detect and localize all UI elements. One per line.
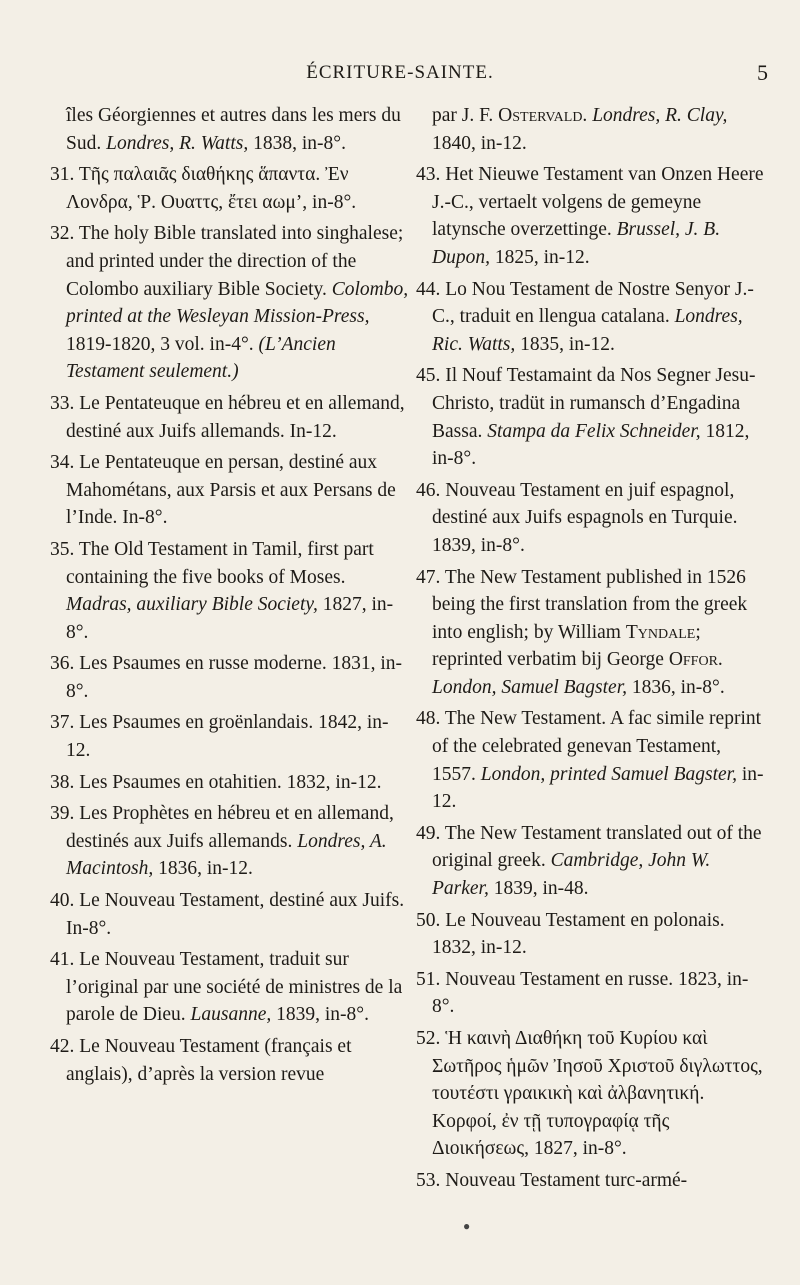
entry-rest-text: 1812, in-8°. xyxy=(432,420,750,470)
entry-rest-text: 1836, in-8°. xyxy=(627,676,725,698)
entry-italic-text: Cambridge, John W. Parker, xyxy=(432,850,711,900)
entry-italic-text: Londres, R. Clay, xyxy=(587,105,728,126)
entry-italic-text: Madras, auxiliary Bible Society, xyxy=(66,594,318,616)
entry-italic-text: Brussel, J. B. Dupon, xyxy=(432,219,721,268)
bibliography-entry-46 xyxy=(416,477,768,560)
entry-text-text: 34. Le Pentateuque en persan, destiné aux Mahométans, aux Parsis et aux Persans de l’Inde. In-8°. xyxy=(50,452,396,529)
entry-rest-text: 1838, in-8°. xyxy=(248,132,346,154)
entry-rest_plain-text: reprinted verbatim bij George xyxy=(432,649,669,671)
right-column xyxy=(416,102,768,1199)
bibliography-entry-41 xyxy=(50,946,410,1029)
entry-text-text: 37. Les Psaumes en groënlandais. 1842, in-12. xyxy=(50,712,389,762)
page-number: 5 xyxy=(757,60,768,85)
entry-italic-text: London, Samuel Bagster, xyxy=(432,676,627,698)
entry-text-text: 46. Nouveau Testament en juif espagnol, destiné aux Juifs espagnols en Turquie. 1839, in-8°. xyxy=(416,479,738,556)
entry-italic-text: Lausanne, xyxy=(190,1004,272,1026)
entry-rest-text: 1825, in-12. xyxy=(489,246,590,268)
bibliography-entry-42 xyxy=(50,1033,410,1088)
entry-text-text: 48. The New Testament. A fac simile reprint of the celebrated genevan Testament, 1557. xyxy=(416,708,762,785)
entry-italic-text: (L’Ancien Testament seulement.) xyxy=(66,333,336,383)
bibliography-entry-53 xyxy=(416,1167,768,1195)
entry-italic-text: Londres, A. Macintosh, xyxy=(66,830,387,880)
entry-rest-text: 1835, in-12. xyxy=(515,333,615,355)
bibliography-entry-35 xyxy=(50,536,410,646)
entry-text-text: 39. Les Prophètes en hébreu et en allemand, destinés aux Juifs allemands. xyxy=(50,803,394,852)
entry-text-text: 42. Le Nouveau Testament (français et anglais), d’après la version revue xyxy=(50,1036,352,1085)
entry-text-text: 36. Les Psaumes en russe moderne. 1831, in-8°. xyxy=(50,653,403,702)
entry-italic-text: Londres, Ric. Watts, xyxy=(432,306,743,355)
entry-rest-text: 1840, in-12. xyxy=(432,132,527,154)
bibliography-entry-40 xyxy=(50,887,410,942)
entry-text-text: 47. The New Testament published in 1526 being the first translation from the greek into english; by William xyxy=(416,566,748,643)
entry-rest-text: 1839, in-8°. xyxy=(271,1004,369,1026)
entry-smallcaps-text: Offor. xyxy=(668,649,723,671)
entry-rest-text: 1819-1820, 3 vol. in-4°. xyxy=(66,333,259,355)
bibliography-entry-33 xyxy=(50,390,410,445)
print-mark: ● xyxy=(463,1219,471,1233)
entry-text-text: 32. The holy Bible translated into singhalese; and printed under the direction of the Colombo auxiliary Bible Society. xyxy=(50,223,404,300)
bibliography-entry-32 xyxy=(50,220,410,386)
entry-text-text: 35. The Old Testament in Tamil, first part containing the five books of Moses. xyxy=(50,538,374,588)
entry-text-text: 43. Het Nieuwe Testament van Onzen Heere J.-C., vertaelt volgens de gemeyne latynsche overzettinge. xyxy=(416,164,764,241)
entry-text-text: par J. F. xyxy=(432,105,499,126)
bibliography-entry-38 xyxy=(50,769,410,797)
entry-text-text: 44. Lo Nou Testament de Nostre Senyor J.-C., traduit en llengua catalana. xyxy=(416,278,754,328)
entry-text-text: îles Géorgiennes et autres dans les mers du Sud. xyxy=(66,105,401,154)
entry-text-text: 41. Le Nouveau Testament, traduit sur l’original par une société de ministres de la parole de Dieu. xyxy=(50,949,403,1026)
entry-text-text: 53. Nouveau Testament turc-armé- xyxy=(416,1169,688,1191)
entry-text-text: 33. Le Pentateuque en hébreu et en allemand, destiné aux Juifs allemands. In-12. xyxy=(50,392,405,442)
bibliography-entry-45 xyxy=(416,362,768,472)
entry-text-text: 38. Les Psaumes en otahitien. 1832, in-12. xyxy=(50,771,382,793)
continued-entry xyxy=(50,102,410,157)
entry-rest-text: in-12. xyxy=(432,763,764,813)
entry-text-text: 45. Il Nouf Testamaint da Nos Segner Jesu-Christo, tradüt in rumansch d’Engadina Bassa. xyxy=(416,365,756,442)
bibliography-entry-43 xyxy=(416,161,768,271)
entry-text-text: 49. The New Testament translated out of the original greek. xyxy=(416,822,762,872)
entry-rest-text: 1839, in-48. xyxy=(488,878,589,900)
entry-smallcaps-text: Tyndale; xyxy=(625,621,701,643)
bibliography-entry-50 xyxy=(416,907,768,962)
bibliography-entry-36 xyxy=(50,650,410,705)
bibliography-entry-47 xyxy=(416,564,768,702)
entry-text-text: 52. Ἡ καινὴ Διαθήκη τοῦ Κυρίου καὶ Σωτῆρος ἡμῶν Ἰησοῦ Χριστοῦ διγλωττος, τουτέστι γραικικὴ καὶ ἀλβανητική. Κορφοί, ἐν τῇ τυπογραφίᾳ τῆς Διοικήσεως, 1827, in-8°. xyxy=(416,1028,763,1160)
continued-entry xyxy=(416,102,768,157)
entry-rest-text: 1836, in-12. xyxy=(153,858,253,880)
bibliography-entry-49 xyxy=(416,820,768,903)
bibliography-entry-51 xyxy=(416,966,768,1021)
entry-rest-text: 1827, in-8°. xyxy=(66,594,394,643)
entry-text-text: 31. Τῆς παλαιᾶς διαθήκης ἅπαντα. Ἐν Λονδρα, Ῥ. Ουαττς, ἔτει αωμ’, in-8°. xyxy=(50,164,357,213)
entry-italic-text: Colombo, printed at the Wesleyan Mission-Press, xyxy=(66,278,409,328)
bibliography-entry-48 xyxy=(416,705,768,815)
bibliography-entry-44 xyxy=(416,276,768,359)
entry-text-text: 40. Le Nouveau Testament, destiné aux Juifs. In-8°. xyxy=(50,890,405,939)
entry-smallcaps-text: Ostervald. xyxy=(498,105,588,126)
bibliography-entry-37 xyxy=(50,709,410,764)
running-title: ÉCRITURE-SAINTE. xyxy=(306,62,494,83)
bibliography-entry-39 xyxy=(50,800,410,883)
bibliography-entry-34 xyxy=(50,449,410,532)
entry-italic-text: Stampa da Felix Schneider, xyxy=(487,420,701,442)
left-column xyxy=(50,102,410,1092)
bibliography-entry-31 xyxy=(50,161,410,216)
entry-text-text: 51. Nouveau Testament en russe. 1823, in-8°. xyxy=(416,968,749,1018)
entry-italic-text: London, printed Samuel Bagster, xyxy=(480,763,737,785)
bibliography-entry-52 xyxy=(416,1025,768,1163)
entry-italic-text: Londres, R. Watts, xyxy=(106,132,249,154)
entry-text-text: 50. Le Nouveau Testament en polonais. 1832, in-12. xyxy=(416,909,725,959)
page-header xyxy=(0,56,800,96)
